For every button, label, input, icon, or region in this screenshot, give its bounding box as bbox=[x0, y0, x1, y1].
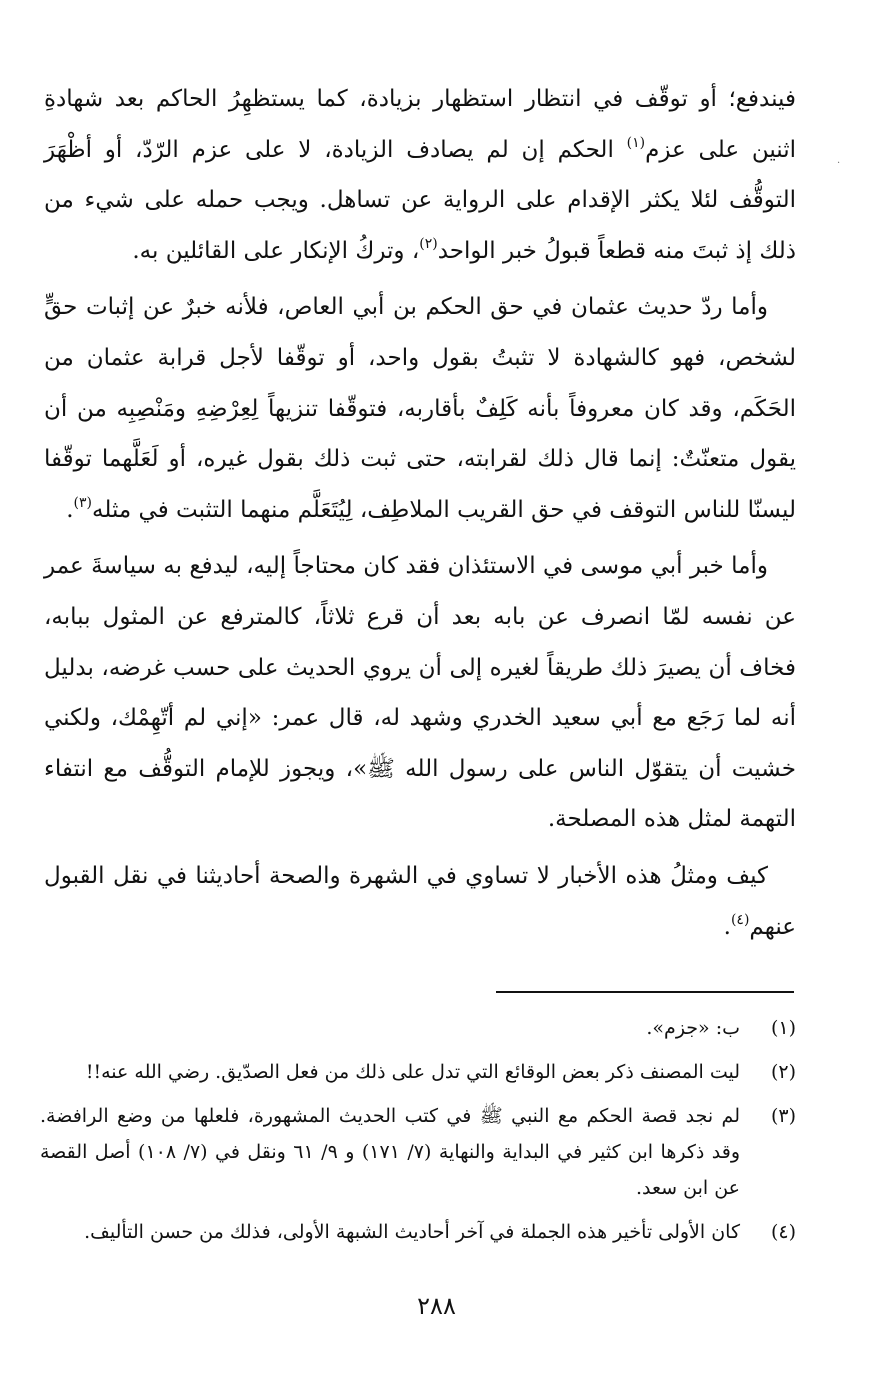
footnote-text: ليت المصنف ذكر بعض الوقائع التي تدل على ذلك من فعل الصدّيق. رضي الله عنه!! bbox=[85, 1061, 740, 1083]
paragraph-1 bbox=[44, 74, 796, 276]
paragraph-2-end: . bbox=[66, 496, 74, 523]
paragraph-3 bbox=[44, 541, 796, 845]
paragraph-4 bbox=[44, 851, 796, 952]
footnote-number: (٤) bbox=[770, 1221, 796, 1243]
margin-mark: · bbox=[837, 158, 841, 169]
footnote-number: (٣) bbox=[770, 1105, 796, 1127]
page-number: ٢٨٨ bbox=[417, 1292, 456, 1320]
paragraph-2-text: وأما ردّ حديث عثمان في حق الحكم بن أبي العاص، فلأنه خبرٌ عن إثبات حقٍّ لشخص، فهو كالشهادة لا تثبتُ بقول واحد، أو توقّفا لأجل قرابة عثمان من الحَكَم، وقد كان معروفاً بأنه كَلِفٌ بأقاربه، فتوقّفا تنزيهاً لِعِرْضِهِ ومَنْصِبِه من أن يقول متعنّتٌ: إنما قال ذلك لقرابته، حتى ثبت ذلك بقول غيره، أو لَعَلَّهما توقّفا ليسنّا للناس التوقف في حق القريب الملاطِف، لِيُتَعَلَّم منهما التثبت في مثله bbox=[44, 294, 796, 523]
paragraph-2 bbox=[44, 282, 796, 535]
paragraph-3-text: وأما خبر أبي موسى في الاستئذان فقد كان محتاجاً إليه، ليدفع به سياسةَ عمر عن نفسه لمّا انصرف عن بابه بعد أن قرع ثلاثاً، كالمترفع عن المثول ببابه، فخاف أن يصيرَ ذلك طريقاً لغيره إلى أن يروي الحديث على حسب غرضه، بدليل أنه لما رَجَع مع أبي سعيد الخدري وشهد له، قال عمر: «إني لم أتّهِمْك، ولكني خشيت أن يتقوّل الناس على رسول الله ﷺ»، ويجوز للإمام التوقُّف مع انتفاء التهمة لمثل هذه المصلحة. bbox=[44, 553, 796, 833]
footnote-number: (٢) bbox=[770, 1061, 796, 1083]
footnote-ref-3[interactable]: (٣) bbox=[73, 494, 93, 511]
paragraph-4-text: كيف ومثلُ هذه الأخبار لا تساوي في الشهرة والصحة أحاديثنا في نقل القبول عنهم bbox=[44, 862, 796, 940]
footnote-3 bbox=[40, 1098, 796, 1206]
main-text bbox=[44, 74, 796, 958]
footnote-2 bbox=[40, 1054, 796, 1090]
footnote-text: ب: «جزم». bbox=[646, 1017, 740, 1039]
paragraph-1-continued: الحكم إن لم يصادف الزيادة، لا على عزم الرّدّ، أو أظْهَرَ التوقُّف لئلا يكثر الإقدام على الرواية عن تساهل. ويجب حمله على شيء من ذلك إذ ثبتَ منه قطعاً قبولُ خبر الواحد bbox=[44, 136, 796, 264]
footnote-1 bbox=[40, 1010, 796, 1046]
footnote-ref-2[interactable]: (٢) bbox=[419, 235, 438, 252]
paragraph-4-end: . bbox=[723, 913, 731, 940]
paragraph-1-end: ، وتركُ الإنكار على القائلين به. bbox=[132, 237, 420, 264]
footnote-number: (١) bbox=[770, 1017, 796, 1039]
footnote-text: كان الأولى تأخير هذه الجملة في آخر أحاديث الشبهة الأولى، فذلك من حسن التأليف. bbox=[84, 1221, 740, 1243]
footnote-text: لم نجد قصة الحكم مع النبي ﷺ في كتب الحديث المشهورة، فلعلها من وضع الرافضة. وقد ذكرها ابن كثير في البداية والنهاية (٧/ ١٧١) و ٩/ ٦١ ونقل في (٧/ ١٠٨) أصل القصة عن ابن سعد. bbox=[40, 1105, 741, 1199]
footnotes bbox=[40, 1010, 796, 1258]
footnote-ref-4[interactable]: (٤) bbox=[730, 911, 750, 928]
footnote-ref-1[interactable]: (١) bbox=[626, 134, 646, 151]
footnote-4 bbox=[40, 1214, 796, 1250]
footnote-divider bbox=[496, 991, 794, 993]
paragraph-1-text: فيندفع؛ أو توقّف في انتظار استظهار بزيادة، كما يستظهِرُ الحاكم بعد شهادةِ اثنين على عزم bbox=[44, 86, 796, 163]
